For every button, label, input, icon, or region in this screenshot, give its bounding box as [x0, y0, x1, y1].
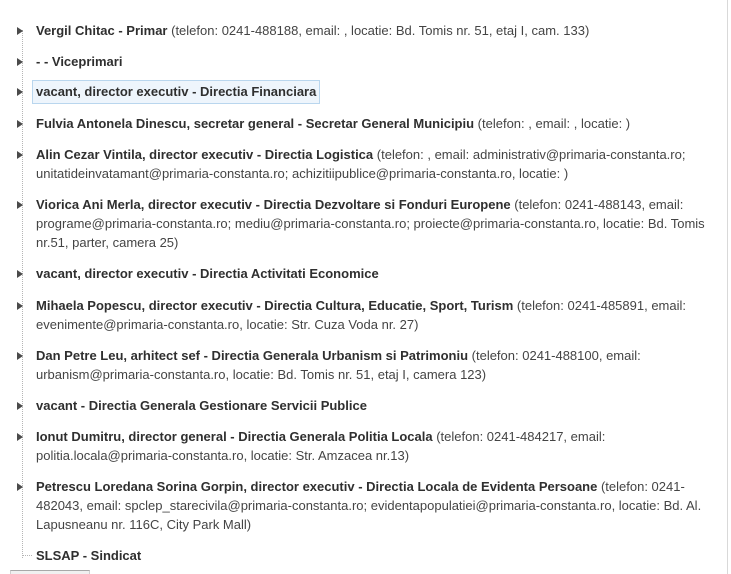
node-details: (telefon: 0241-488188, email: , locatie: Bd. Tomis nr. 51, etaj I, cam. 133): [167, 23, 590, 38]
tree-branch-line: [23, 555, 32, 556]
tree-node-label[interactable]: [34, 195, 721, 252]
expand-arrow-icon[interactable]: [17, 201, 23, 209]
tree-node-primar: [17, 21, 721, 40]
tree-node-label[interactable]: [34, 477, 721, 534]
expand-arrow-icon[interactable]: [17, 402, 23, 410]
tree-node-directia-servicii-publice: [17, 396, 721, 415]
tree-node-label-selected[interactable]: [32, 80, 320, 104]
node-title: vacant - Directia Generala Gestionare Servicii Publice: [36, 398, 367, 413]
node-title: vacant, director executiv - Directia Activitati Economice: [36, 266, 379, 281]
expand-arrow-icon[interactable]: [17, 302, 23, 310]
tree-node-sindicat: [17, 546, 721, 565]
expand-arrow-icon[interactable]: [17, 270, 23, 278]
node-details: (telefon: 0241-488143, email: programe@primaria-constanta.ro; mediu@primaria-constanta.ro; proiecte@primaria-constanta.ro, locatie: Bd. Tomis nr.51, parter, camera 25): [36, 197, 705, 250]
node-title: Ionut Dumitru, director general - Directia Generala Politia Locala: [36, 429, 433, 444]
expand-arrow-icon[interactable]: [17, 88, 23, 96]
tree-node-directia-dezvoltare: [17, 195, 721, 252]
node-title: Alin Cezar Vintila, director executiv - Directia Logistica: [36, 147, 374, 162]
tree-node-label[interactable]: [34, 264, 721, 283]
tree-node-evidenta-persoane: [17, 477, 721, 534]
tree-node-label[interactable]: [34, 145, 721, 183]
node-title: Petrescu Loredana Sorina Gorpin, director executiv - Directia Locala de Evidenta Persoane: [36, 479, 598, 494]
bottom-scrollbar-thumb[interactable]: [10, 570, 90, 574]
tree-node-label[interactable]: [34, 52, 721, 71]
node-details: (telefon: 0241-488100, email: urbanism@primaria-constanta.ro, locatie: Bd. Tomis nr. 51, etaj I, camera 123): [36, 348, 641, 382]
node-details: (telefon: 0241-482043, email: spclep_starecivila@primaria-constanta.ro; evidentapopulatiei@primaria-constanta.ro, locatie: Bd. Al. Lapusneanu nr. 116C, City Park Mall): [36, 479, 702, 532]
tree-node-label[interactable]: [34, 346, 721, 384]
tree-node-label[interactable]: [34, 114, 721, 133]
expand-arrow-icon[interactable]: [17, 27, 23, 35]
tree-node-label[interactable]: [34, 427, 721, 465]
expand-arrow-icon[interactable]: [17, 483, 23, 491]
expand-arrow-icon[interactable]: [17, 151, 23, 159]
expand-arrow-icon[interactable]: [17, 352, 23, 360]
node-title: SLSAP - Sindicat: [36, 548, 142, 563]
expand-arrow-icon[interactable]: [17, 433, 23, 441]
node-details: (telefon: 0241-484217, email: politia.locala@primaria-constanta.ro, locatie: Str. Amzacea nr.13): [36, 429, 606, 463]
tree-node-politia-locala: [17, 427, 721, 465]
tree-node-directia-urbanism: [17, 346, 721, 384]
tree-node-directia-cultura: [17, 296, 721, 334]
tree-node-directia-financiara: [17, 80, 721, 104]
tree-node-label[interactable]: [34, 21, 721, 40]
tree-node-label[interactable]: [34, 296, 721, 334]
tree-node-label[interactable]: [34, 546, 721, 565]
node-title: Viorica Ani Merla, director executiv - Directia Dezvoltare si Fonduri Europene: [36, 197, 511, 212]
node-title: - - Viceprimari: [36, 54, 123, 69]
node-details: (telefon: , email: , locatie: ): [474, 116, 631, 131]
tree-node-directia-activitati-economice: [17, 264, 721, 283]
node-title: vacant, director executiv - Directia Financiara: [36, 84, 317, 99]
tree-node-secretar-general: [17, 114, 721, 133]
node-title: Vergil Chitac - Primar: [36, 23, 168, 38]
node-title: Fulvia Antonela Dinescu, secretar general - Secretar General Municipiu: [36, 116, 475, 131]
expand-arrow-icon[interactable]: [17, 120, 23, 128]
expand-arrow-icon[interactable]: [17, 58, 23, 66]
tree-node-viceprimari: [17, 52, 721, 71]
node-title: Mihaela Popescu, director executiv - Directia Cultura, Educatie, Sport, Turism: [36, 298, 514, 313]
tree-node-directia-logistica: [17, 145, 721, 183]
node-details: (telefon: , email: administrativ@primaria-constanta.ro; unitatideinvatamant@primaria-constanta.ro; achizitiipublice@primaria-constanta.ro, locatie: ): [36, 147, 686, 181]
node-title: Dan Petre Leu, arhitect sef - Directia Generala Urbanism si Patrimoniu: [36, 348, 469, 363]
node-details: (telefon: 0241-485891, email: evenimente@primaria-constanta.ro, locatie: Str. Cuza Voda nr. 27): [36, 298, 687, 332]
tree-node-label[interactable]: [34, 396, 721, 415]
